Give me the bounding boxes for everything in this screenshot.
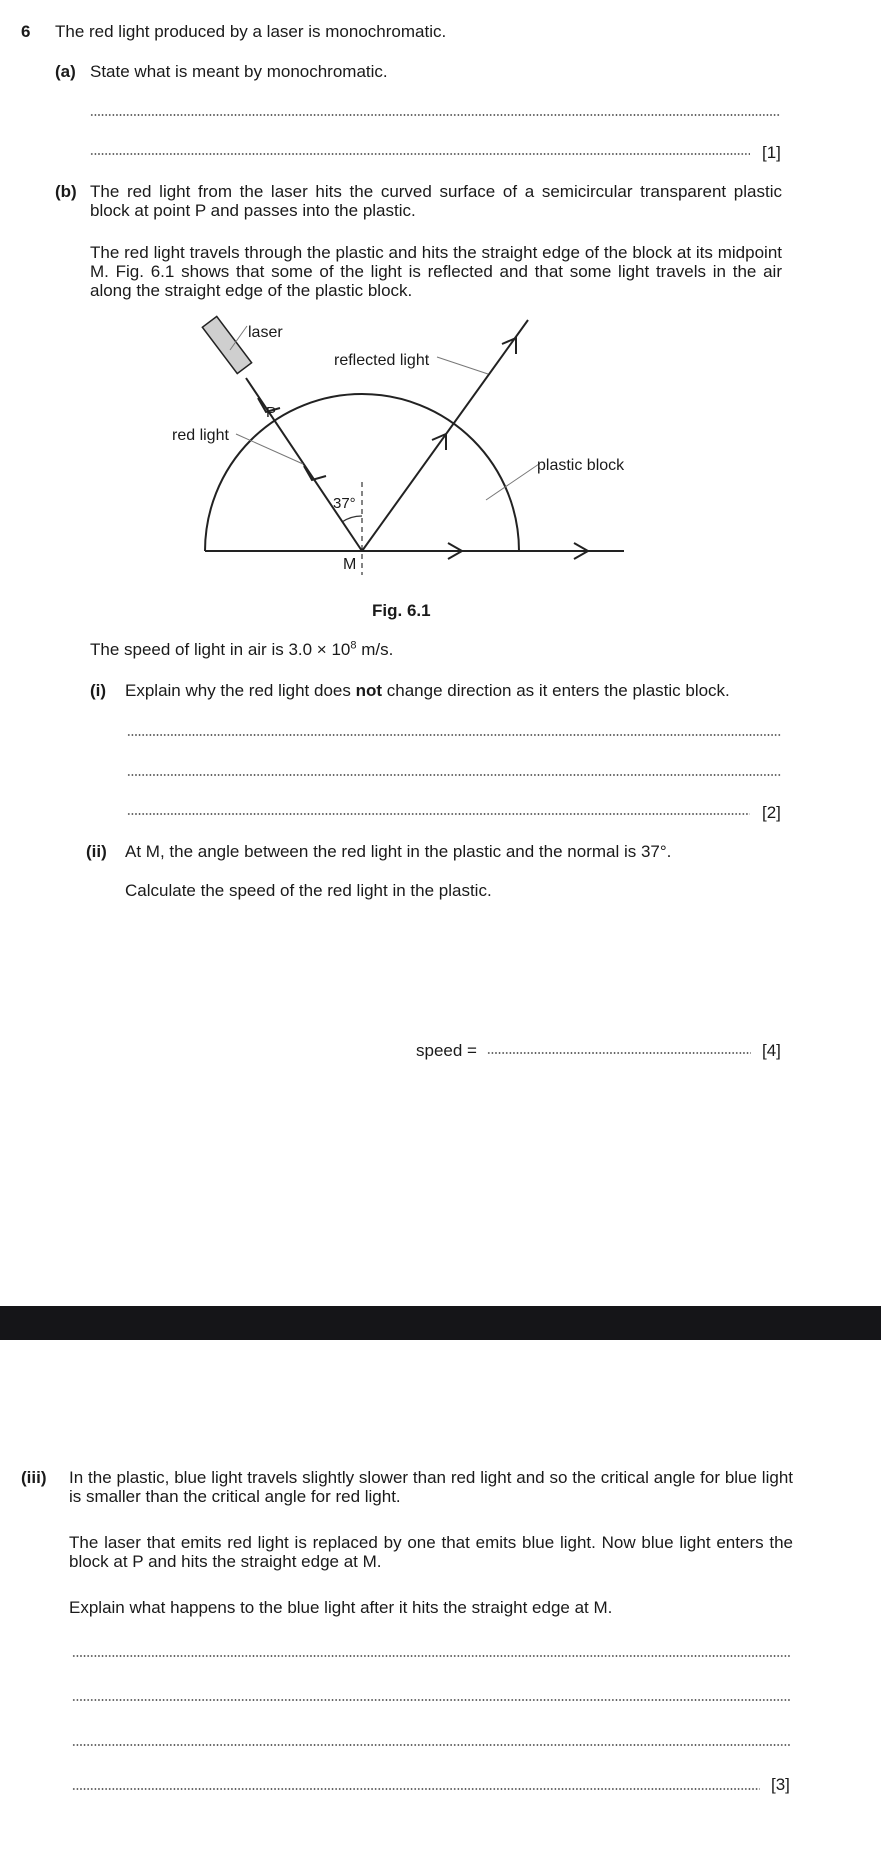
speed-of-light-statement: The speed of light in air is $3.0 \times 10^8$ m/s. bbox=[90, 639, 394, 659]
sub-iii-para-3: Explain what happens to the blue light after it hits the straight edge at M. bbox=[69, 1598, 613, 1617]
question-stem: The red light produced by a laser is monochromatic. bbox=[55, 22, 447, 41]
part-b-label: (b) bbox=[55, 182, 77, 201]
answer-line-iii1[interactable] bbox=[72, 1655, 791, 1657]
sub-iii-marks: [3] bbox=[771, 1775, 790, 1794]
speed-answer-label: speed = bbox=[416, 1041, 477, 1060]
sub-ii-prompt: At M, the angle between the red light in the plastic and the normal is 37°. bbox=[125, 842, 672, 861]
part-b-intro-1: The red light from the laser hits the curved surface of a semicircular transparent plastic block at point P and passes into the plastic. bbox=[90, 182, 782, 220]
sub-ii-label: (ii) bbox=[86, 842, 107, 861]
label-p: P bbox=[266, 404, 277, 421]
sub-iii-para-2: The laser that emits red light is replaced by one that emits blue light. Now blue light enters the block at P and hits the straight edge at M. bbox=[69, 1533, 793, 1571]
figure-6-1 bbox=[0, 0, 881, 640]
laser-icon bbox=[202, 316, 251, 373]
sub-ii-instruction: Calculate the speed of the red light in the plastic. bbox=[125, 881, 492, 900]
answer-line-i2[interactable] bbox=[127, 774, 781, 776]
figure-caption: Fig. 6.1 bbox=[372, 601, 431, 620]
sub-i-marks: [2] bbox=[762, 803, 781, 822]
label-reflected-light: reflected light bbox=[334, 352, 430, 369]
sub-iii-label: (iii) bbox=[21, 1468, 47, 1487]
answer-line-i1[interactable] bbox=[127, 734, 781, 736]
part-a-label: (a) bbox=[55, 62, 76, 81]
answer-line-i3[interactable] bbox=[127, 813, 750, 815]
part-b-intro-2: The red light travels through the plastic and hits the straight edge of the block at its midpoint M. Fig. 6.1 shows that some of the light is reflected and that some light travels in the air along the straight edge of the plastic block. bbox=[90, 243, 782, 300]
label-m: M bbox=[343, 556, 357, 573]
part-a-marks: [1] bbox=[762, 143, 781, 162]
answer-line-iii4[interactable] bbox=[72, 1788, 760, 1790]
sub-ii-marks: [4] bbox=[762, 1041, 781, 1060]
question-number: 6 bbox=[21, 22, 31, 41]
incident-ray bbox=[246, 378, 362, 551]
sub-i-prompt: Explain why the red light does not change direction as it enters the plastic block. bbox=[125, 681, 730, 700]
speed-answer-line[interactable] bbox=[487, 1052, 751, 1054]
answer-line-iii2[interactable] bbox=[72, 1699, 791, 1701]
angle-arc bbox=[342, 516, 362, 522]
sub-i-label: (i) bbox=[90, 681, 107, 700]
answer-line-iii3[interactable] bbox=[72, 1744, 791, 1746]
label-plastic-block: plastic block bbox=[537, 457, 625, 474]
label-red-light: red light bbox=[172, 427, 229, 444]
page-separator-bar bbox=[0, 1306, 881, 1340]
part-a-prompt: State what is meant by monochromatic. bbox=[90, 62, 388, 81]
leader-plastic-block bbox=[486, 464, 539, 500]
sub-iii-para-1: In the plastic, blue light travels slightly slower than red light and so the critical angle for blue light is smaller than the critical angle for red light. bbox=[69, 1468, 793, 1506]
label-angle: 37° bbox=[333, 495, 356, 512]
leader-reflected bbox=[437, 357, 488, 374]
label-laser: laser bbox=[248, 324, 283, 341]
